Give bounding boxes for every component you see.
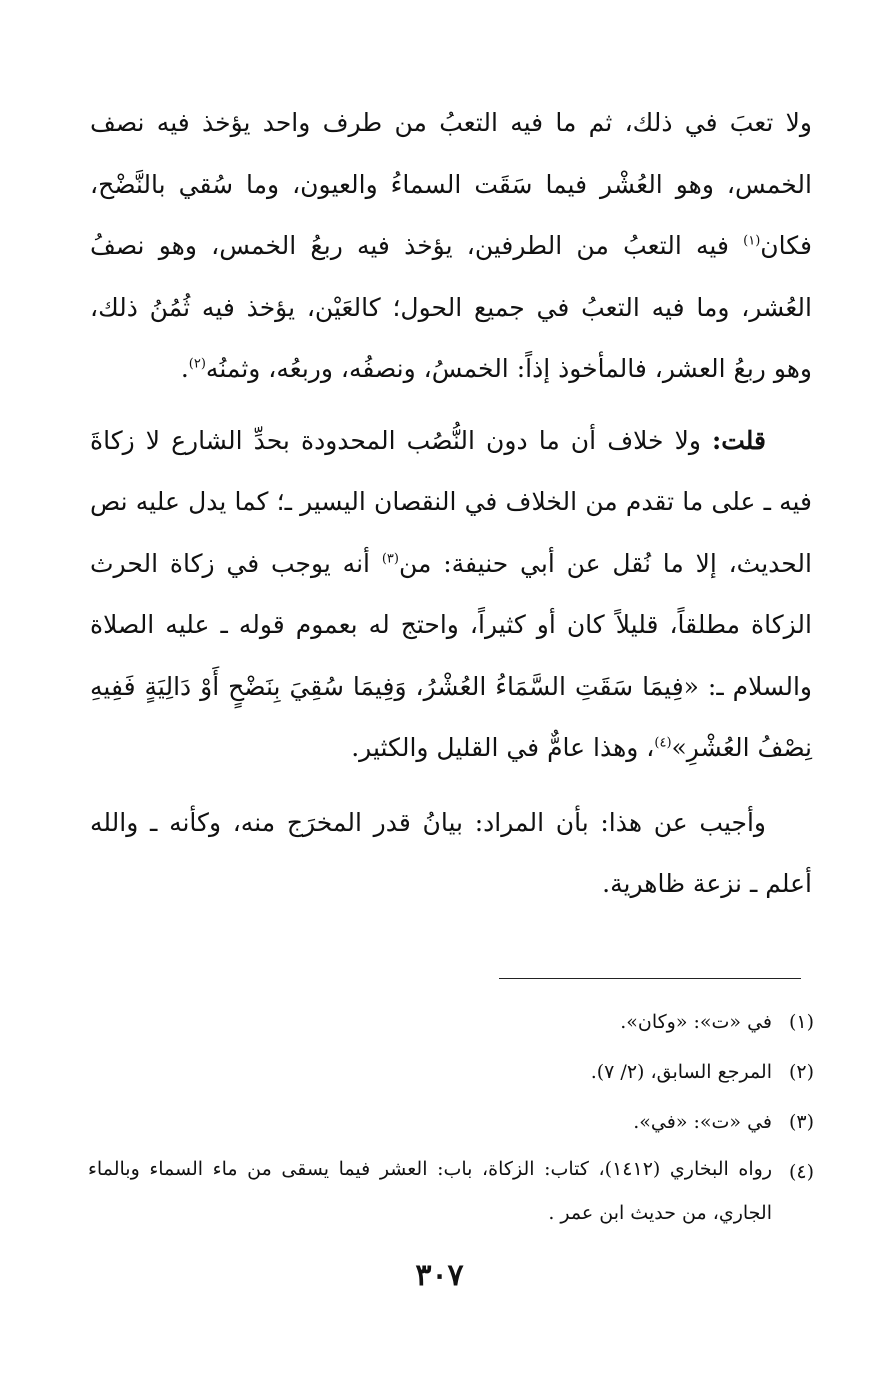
footnote-number: (١) bbox=[788, 1011, 814, 1033]
paragraph-2-part-c: ، وهذا عامٌّ في القليل والكثير. bbox=[351, 733, 655, 762]
paragraph-1-part-a: ولا تعبَ في ذلك، ثم ما فيه التعبُ من طرف واحد يؤخذ فيه نصف الخمس، وهو العُشْر فيما سَقَت السماءُ والعيون، وما سُقي بالنَّضْح، فكان bbox=[90, 108, 812, 260]
footnote-2 bbox=[88, 1047, 814, 1097]
footnote-separator bbox=[499, 978, 801, 979]
footnote-3 bbox=[88, 1097, 814, 1147]
footnote-ref-2: (٢) bbox=[188, 356, 206, 372]
paragraph-2-lead: قلت: bbox=[711, 425, 766, 455]
paragraph-2-part-b: أنه يوجب في زكاة الحرث الزكاة مطلقاً، قليلاً كان أو كثيراً، واحتج له بعموم قوله ـ عليه الصلاة والسلام ـ: «فِيمَا سَقَتِ السَّمَاءُ العُشْرُ، وَفِيمَا سُقِيَ بِنَضْحٍ أَوْ دَالِيَةٍ فَفِيهِ نِصْفُ العُشْرِ» bbox=[90, 548, 812, 762]
paragraph-2 bbox=[90, 410, 812, 779]
paragraph-1 bbox=[90, 92, 812, 400]
footnote-1 bbox=[88, 997, 814, 1047]
main-text bbox=[90, 92, 812, 928]
paragraph-2-part-a: ولا خلاف أن ما دون النُّصُب المحدودة بحدِّ الشارع لا زكاةَ فيه ـ على ما تقدم من الخلاف في النقصان اليسير ـ؛ كما يدل عليه نص الحديث، إلا ما نُقل عن أبي حنيفة: من bbox=[90, 425, 812, 578]
footnote-text: رواه البخاري (١٤١٢)، كتاب: الزكاة، باب: العشر فيما يسقى من ماء السماء وبالماء الجاري، من حديث ابن عمر . bbox=[88, 1158, 772, 1224]
footnote-number: (٤) bbox=[788, 1161, 814, 1183]
footnote-text: في «ت»: «وكان». bbox=[620, 1011, 772, 1033]
paragraph-3 bbox=[90, 792, 812, 915]
paragraph-3-text: وأجيب عن هذا: بأن المراد: بيانُ قدر المخرَج منه، وكأنه ـ والله أعلم ـ نزعة ظاهرية. bbox=[90, 807, 812, 898]
paragraph-1-part-b: فيه التعبُ من الطرفين، يؤخذ فيه ربعُ الخمس، وهو نصفُ العُشر، وما فيه التعبُ في جميع الحول؛ كالعَيْن، يؤخذ فيه ثُمُنُ ذلك، وهو ربعُ العشر، فالمأخوذ إذاً: الخمسُ، ونصفُه، وربعُه، وثمنُه bbox=[90, 231, 812, 383]
footnote-4 bbox=[88, 1147, 814, 1235]
footnote-text: المرجع السابق، (٢/ ٧). bbox=[590, 1061, 772, 1083]
page-number: ٣٠٧ bbox=[415, 1258, 464, 1293]
footnote-ref-1: (١) bbox=[743, 233, 761, 249]
footnote-number: (٣) bbox=[788, 1111, 814, 1133]
footnote-ref-3: (٣) bbox=[381, 551, 399, 567]
footnote-ref-4: (٤) bbox=[654, 735, 672, 751]
footnote-text: في «ت»: «في». bbox=[633, 1111, 772, 1133]
footnote-number: (٢) bbox=[788, 1061, 814, 1083]
footnotes bbox=[88, 997, 814, 1235]
paragraph-1-part-c: . bbox=[180, 354, 189, 383]
